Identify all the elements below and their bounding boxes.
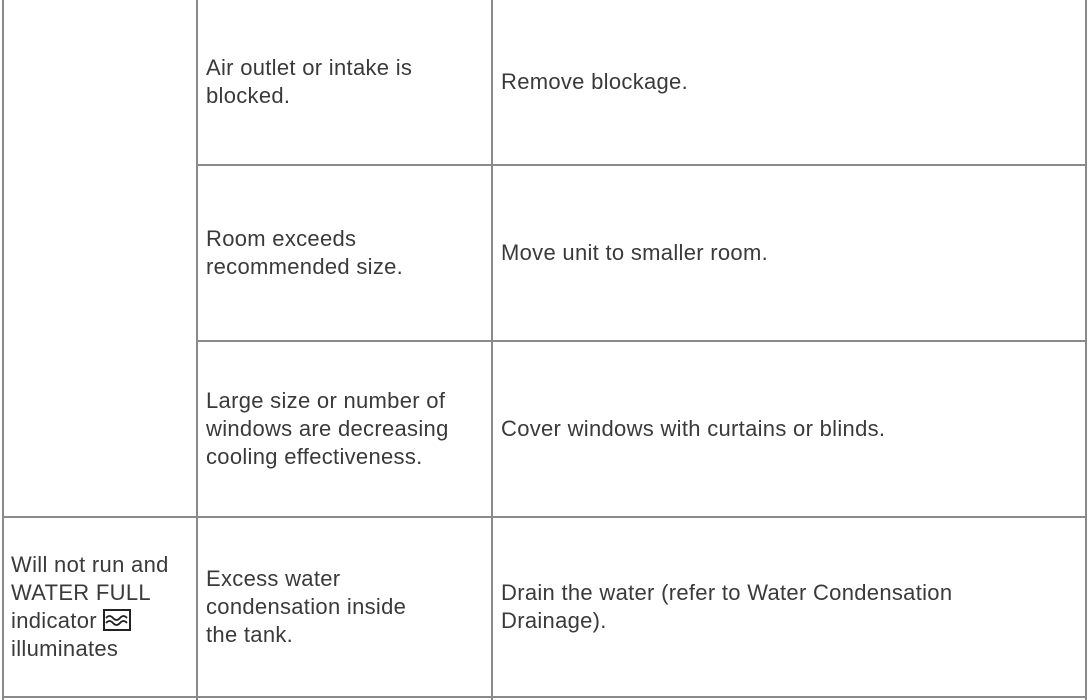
solution-text: Remove blockage. [501, 69, 689, 94]
solution-text: Move unit to smaller room. [501, 240, 768, 265]
grid-line-bottom [2, 696, 1087, 698]
water-full-icon [103, 609, 131, 631]
cause-text: Excess water condensation inside the tank. [206, 566, 407, 647]
problem-cell [11, 518, 195, 696]
cause-cell [206, 342, 490, 516]
cause-cell [206, 166, 490, 340]
grid-line-left [2, 0, 4, 700]
cause-text: Large size or number of windows are decreasing cooling effectiveness. [206, 388, 449, 469]
cause-text: Air outlet or intake is blocked. [206, 55, 413, 108]
problem-text: Will not run and WATER FULL indicator illuminates [11, 552, 169, 661]
grid-line-right [1085, 0, 1087, 700]
cause-cell [206, 0, 490, 164]
solution-cell [501, 166, 1081, 340]
cause-text: Room exceeds recommended size. [206, 226, 404, 279]
solution-cell [501, 342, 1081, 516]
solution-cell [501, 0, 1081, 164]
grid-line-col1 [196, 0, 198, 700]
solution-text: Drain the water (refer to Water Condensation Drainage). [501, 580, 953, 633]
solution-text: Cover windows with curtains or blinds. [501, 416, 886, 441]
solution-cell [501, 518, 1081, 696]
grid-line-col2 [491, 0, 493, 700]
cause-cell [206, 518, 490, 696]
